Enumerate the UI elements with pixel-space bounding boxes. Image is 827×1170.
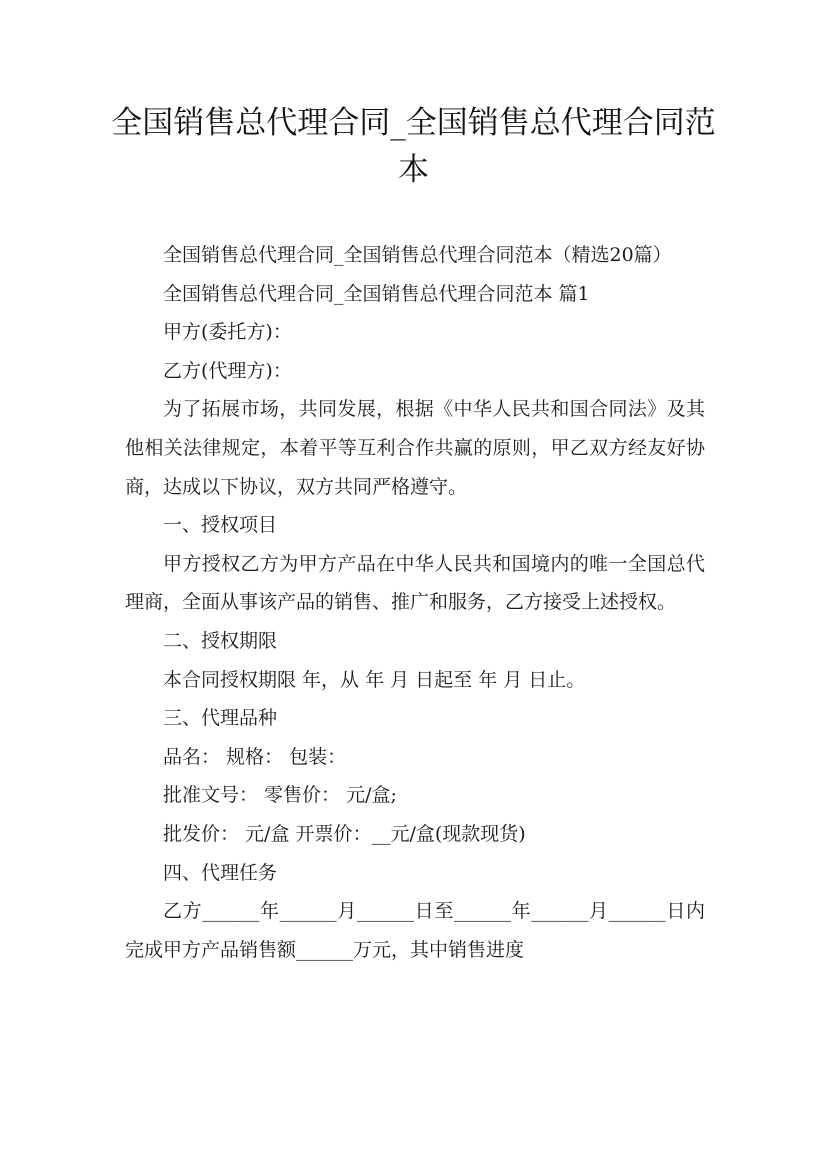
party-b-line: 乙方(代理方)： bbox=[163, 359, 292, 382]
document-title: 全国销售总代理合同_全国销售总代理合同范本 bbox=[111, 105, 716, 188]
paragraph-tasks: 乙方______年______月______日至______年______月______日内完成甲方产品销售额______万元，其中销售进度 bbox=[125, 900, 705, 961]
paragraph-product-spec: 品名： 规格： 包装： bbox=[163, 745, 347, 768]
document-body bbox=[125, 236, 705, 969]
paragraph-authorization: 甲方授权乙方为甲方产品在中华人民共和国境内的唯一全国总代理商，全面从事该产品的销售、推广和服务，乙方接受上述授权。 bbox=[125, 552, 705, 614]
section-heading-term: 二、授权期限 bbox=[163, 629, 278, 652]
paragraph-intro: 全国销售总代理合同_全国销售总代理合同范本（精选20篇） bbox=[163, 244, 672, 266]
section-heading-tasks: 四、代理任务 bbox=[163, 861, 278, 884]
paragraph-approval-retail: 批准文号： 零售价： 元/盒; bbox=[163, 784, 397, 807]
section-heading-authorization: 一、授权项目 bbox=[163, 514, 278, 537]
paragraph-preamble: 为了拓展市场，共同发展，根据《中华人民共和国合同法》及其他相关法律规定，本着平等互利合作共赢的原则，甲乙双方经友好协商，达成以下协议，双方共同严格遵守。 bbox=[125, 398, 705, 498]
paragraph-term: 本合同授权期限 年，从 年 月 日起至 年 月 日止。 bbox=[163, 668, 586, 691]
paragraph-part-heading: 全国销售总代理合同_全国销售总代理合同范本 篇1 bbox=[163, 282, 590, 305]
section-heading-products: 三、代理品种 bbox=[163, 707, 278, 730]
paragraph-wholesale-price: 批发价： 元/盒 开票价：__元/盒(现款现货) bbox=[163, 822, 526, 845]
party-a-line: 甲方(委托方)： bbox=[163, 321, 292, 344]
